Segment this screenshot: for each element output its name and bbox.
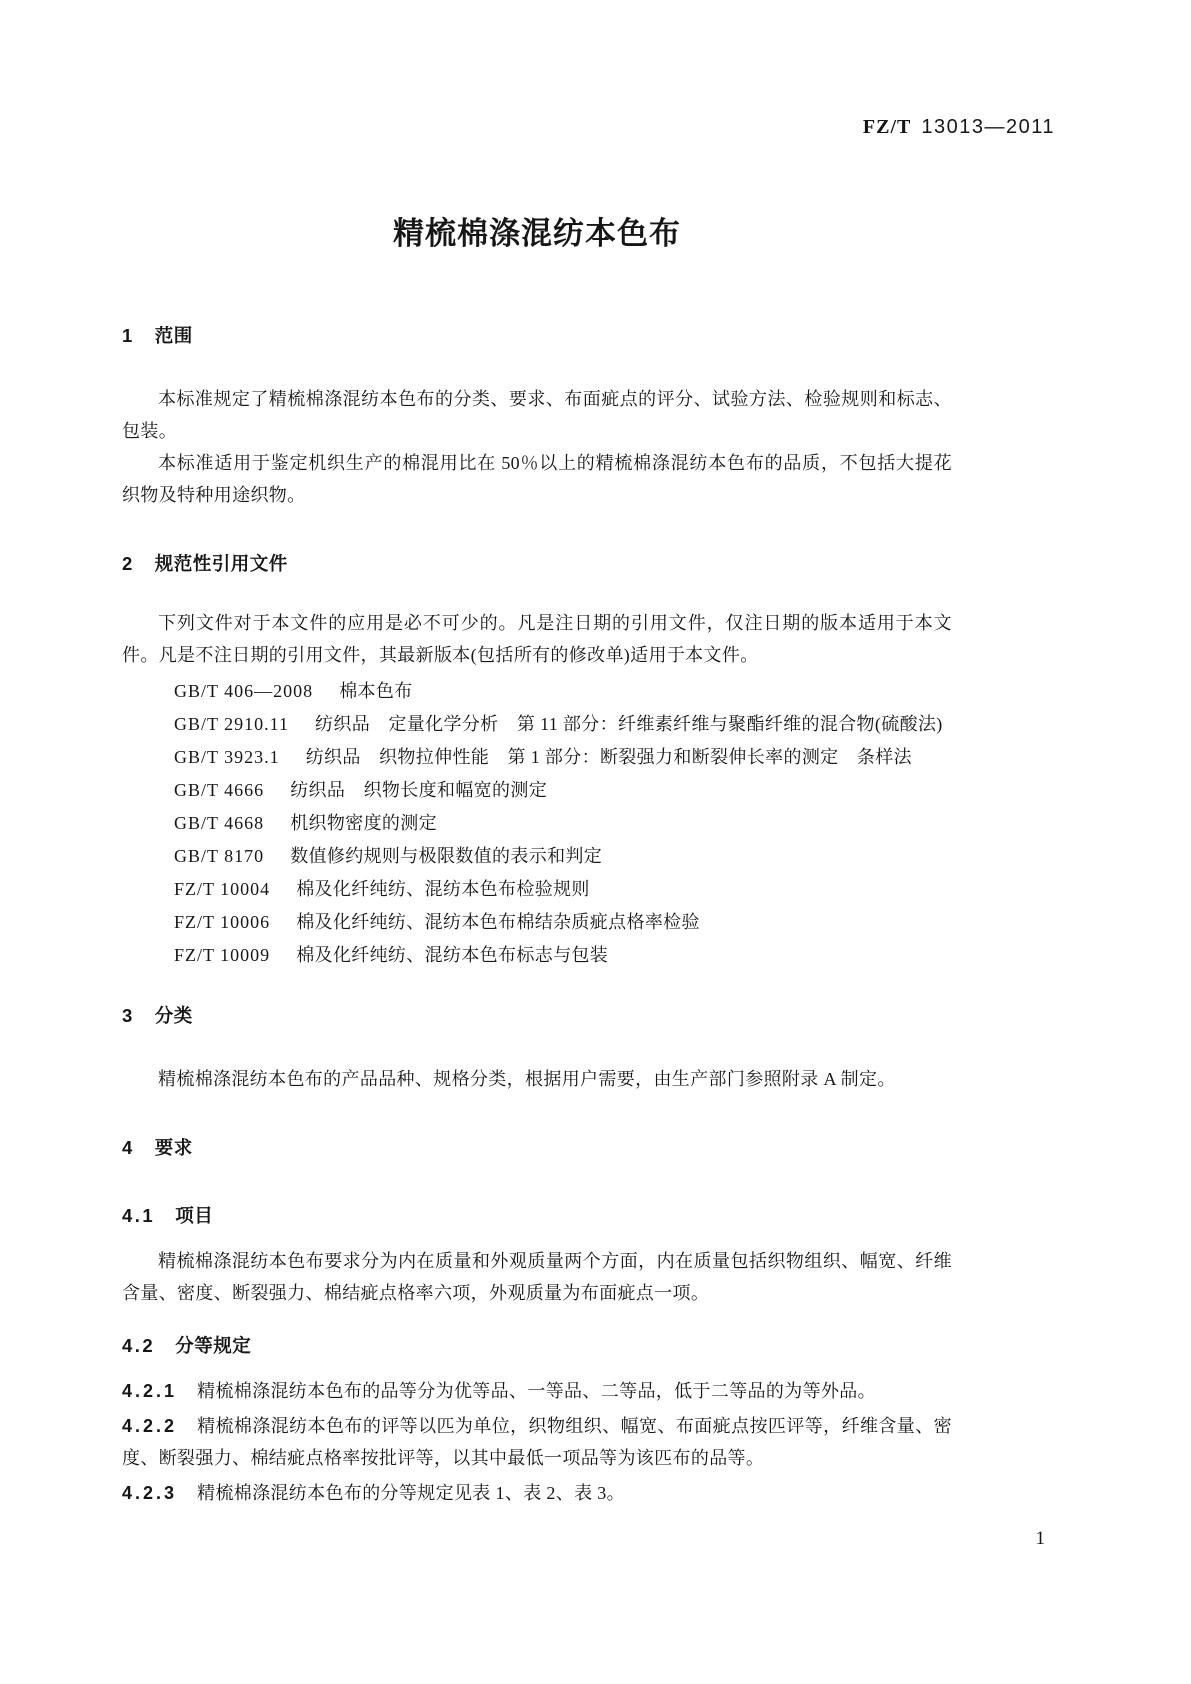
paragraph-scope-2: 本标准适用于鉴定机织生产的棉混用比在 50％以上的精梳棉涤混纺本色布的品质，不包括大提花织物及特种用途织物。 (122, 453, 952, 505)
reference-item (122, 807, 952, 839)
page-number: 1 (1035, 1528, 1045, 1549)
reference-code: GB/T 4666 (174, 780, 265, 800)
reference-item (122, 840, 952, 872)
subsection-heading-items (122, 1203, 952, 1229)
reference-item (122, 675, 952, 707)
reference-code: GB/T 4668 (174, 813, 265, 833)
document-title: 精梳棉涤混纺本色布 (393, 216, 681, 251)
reference-title: 棉本色布 (339, 681, 413, 701)
paragraph-references-intro: 下列文件对于本文件的应用是必不可少的。凡是注日期的引用文件，仅注日期的版本适用于本文件。凡是不注日期的引用文件，其最新版本(包括所有的修改单)适用于本文件。 (122, 613, 952, 665)
reference-title: 纺织品 织物拉伸性能 第 1 部分：断裂强力和断裂伸长率的测定 条样法 (305, 747, 912, 767)
reference-item (122, 939, 952, 971)
section-number: 2 (122, 553, 135, 574)
subsection-heading-grading (122, 1333, 952, 1359)
standard-code-prefix: FZ/T (862, 116, 912, 138)
clause-text: 精梳棉涤混纺本色布的评等以匹为单位，织物组织、幅宽、布面疵点按匹评等，纤维含量、密度、断裂强力、棉结疵点格率按批评等，以其中最低一项品等为该匹布的品等。 (122, 1416, 952, 1468)
reference-code: FZ/T 10006 (174, 912, 271, 932)
section-heading-requirements (122, 1135, 952, 1161)
reference-title: 棉及化纤纯纺、混纺本色布标志与包装 (296, 945, 609, 965)
section-heading-classification (122, 1003, 952, 1029)
subsection-title: 分等规定 (175, 1335, 252, 1356)
section-number: 1 (122, 325, 135, 346)
reference-title: 纺织品 织物长度和幅宽的测定 (290, 780, 548, 800)
clause-text: 精梳棉涤混纺本色布的品等分为优等品、一等品、二等品，低于二等品的为等外品。 (197, 1381, 876, 1401)
document-body (122, 0, 952, 1509)
subsection-number: 4.2 (122, 1335, 156, 1356)
section-title: 范围 (154, 325, 193, 346)
reference-item (122, 774, 952, 806)
section-heading-scope (122, 323, 952, 349)
reference-list (122, 675, 952, 971)
reference-title: 数值修约规则与极限数值的表示和判定 (290, 846, 603, 866)
reference-code: GB/T 3923.1 (174, 747, 280, 767)
clause-number: 4.2.1 (122, 1381, 178, 1401)
section-title: 分类 (154, 1005, 193, 1026)
reference-item (122, 741, 952, 773)
subsection-title: 项目 (175, 1205, 214, 1226)
paragraph-scope-1: 本标准规定了精梳棉涤混纺本色布的分类、要求、布面疵点的评分、试验方法、检验规则和标志、包装。 (122, 389, 952, 441)
clause-number: 4.2.3 (122, 1483, 178, 1503)
reference-code: FZ/T 10009 (174, 945, 271, 965)
reference-item (122, 906, 952, 938)
clause-number: 4.2.2 (122, 1416, 178, 1436)
reference-code: FZ/T 10004 (174, 879, 271, 899)
paragraph-items: 精梳棉涤混纺本色布要求分为内在质量和外观质量两个方面，内在质量包括织物组织、幅宽、纤维含量、密度、断裂强力、棉结疵点格率六项，外观质量为布面疵点一项。 (122, 1251, 952, 1303)
reference-code: GB/T 2910.11 (174, 714, 290, 734)
reference-item (122, 708, 952, 740)
reference-item (122, 873, 952, 905)
section-number: 3 (122, 1005, 135, 1026)
reference-code: GB/T 8170 (174, 846, 265, 866)
reference-title: 纺织品 定量化学分析 第 11 部分：纤维素纤维与聚酯纤维的混合物(硫酸法) (315, 714, 943, 734)
clause-4-2-2 (122, 1410, 952, 1474)
section-heading-normative-references (122, 551, 952, 577)
clause-text: 精梳棉涤混纺本色布的分等规定见表 1、表 2、表 3。 (197, 1483, 625, 1503)
reference-code: GB/T 406—2008 (174, 681, 314, 701)
standard-code-number: 13013—2011 (921, 116, 1055, 138)
section-title: 规范性引用文件 (154, 553, 288, 574)
clause-4-2-3 (122, 1477, 952, 1509)
reference-title: 机织物密度的测定 (290, 813, 437, 833)
reference-title: 棉及化纤纯纺、混纺本色布棉结杂质疵点格率检验 (296, 912, 700, 932)
section-number: 4 (122, 1137, 135, 1158)
section-title: 要求 (154, 1137, 193, 1158)
clause-4-2-1 (122, 1375, 952, 1407)
reference-title: 棉及化纤纯纺、混纺本色布检验规则 (296, 879, 590, 899)
paragraph-classification: 精梳棉涤混纺本色布的产品品种、规格分类，根据用户需要，由生产部门参照附录 A 制定。 (158, 1069, 896, 1089)
subsection-number: 4.1 (122, 1205, 156, 1226)
